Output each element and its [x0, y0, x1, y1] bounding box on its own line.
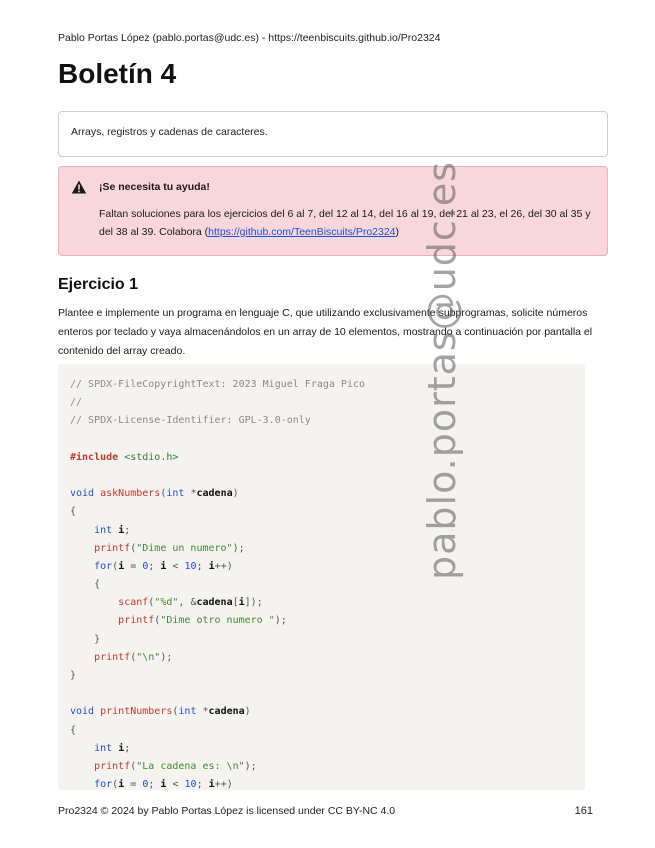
code-line [70, 431, 365, 449]
code-line: // SPDX-License-Identifier: GPL-3.0-only [70, 415, 311, 427]
page-header: Pablo Portas López (pablo.portas@udc.es) - https://teenbiscuits.github.io/Pro2324 [58, 32, 441, 44]
code-line: printf("\n"); [94, 651, 173, 663]
code-line [70, 467, 365, 485]
code-line: void askNumbers(int *cadena) [70, 488, 239, 500]
code-content [70, 376, 365, 790]
footer-license: Pro2324 © 2024 by Pablo Portas López is licensed under CC BY-NC 4.0 [58, 805, 396, 817]
code-line: { [70, 579, 101, 591]
code-line: // SPDX-FileCopyrightText: 2023 Miguel Fraga Pico [70, 379, 366, 390]
code-line: { [70, 724, 77, 736]
code-line: { [70, 506, 77, 518]
warning-close-paren: ) [395, 226, 400, 238]
code-line [70, 685, 365, 703]
code-line: printf("Dime otro numero "); [118, 615, 287, 627]
warning-callout [58, 166, 608, 256]
page-title: Boletín 4 [58, 58, 177, 89]
warning-body [99, 205, 595, 241]
exercise-statement: Plantee e implemente un programa en lenguaje C, que utilizando exclusivamente subprogramas, solicite números enteros por teclado y vaya almacenándolos en un array de 10 elementos, mostrando a continuación por pantalla el contenido del array creado. [58, 307, 593, 357]
exercise-title: Ejercicio 1 [58, 276, 139, 293]
code-line: for(i = 0; i < 10; i++) [94, 779, 233, 790]
code-line: } [70, 633, 101, 645]
page-number: 161 [574, 805, 593, 817]
code-line: } [70, 670, 77, 681]
warning-title: ¡Se necesita tu ayuda! [99, 181, 210, 193]
description-text: Arrays, registros y cadenas de caracteres. [71, 126, 268, 138]
warning-text: Faltan soluciones para los ejercicios del 6 al 7, del 12 al 14, del 16 al 19, del 21 al 23, el 26, del 30 al 35 y del 38 al 39. Colabora ( [99, 208, 591, 238]
code-line: printf("La cadena es: \n"); [94, 760, 257, 772]
code-line: // [70, 397, 83, 409]
code-line: #include <stdio.h> [70, 451, 179, 463]
code-line: int i; [94, 524, 131, 536]
code-line: for(i = 0; i < 10; i++) [94, 560, 233, 572]
code-line: printf("Dime un numero"); [94, 542, 245, 554]
watermark: pablo.portas@udc.es [420, 160, 464, 580]
code-line: scanf("%d", &cadena[i]); [118, 597, 263, 609]
warning-triangle-icon [71, 179, 87, 195]
code-line: int i; [94, 742, 131, 754]
code-block [58, 364, 585, 790]
description-box [58, 111, 608, 157]
repo-link[interactable]: https://github.com/TeenBiscuits/Pro2324 [208, 226, 396, 238]
code-line: void printNumbers(int *cadena) [70, 706, 251, 718]
